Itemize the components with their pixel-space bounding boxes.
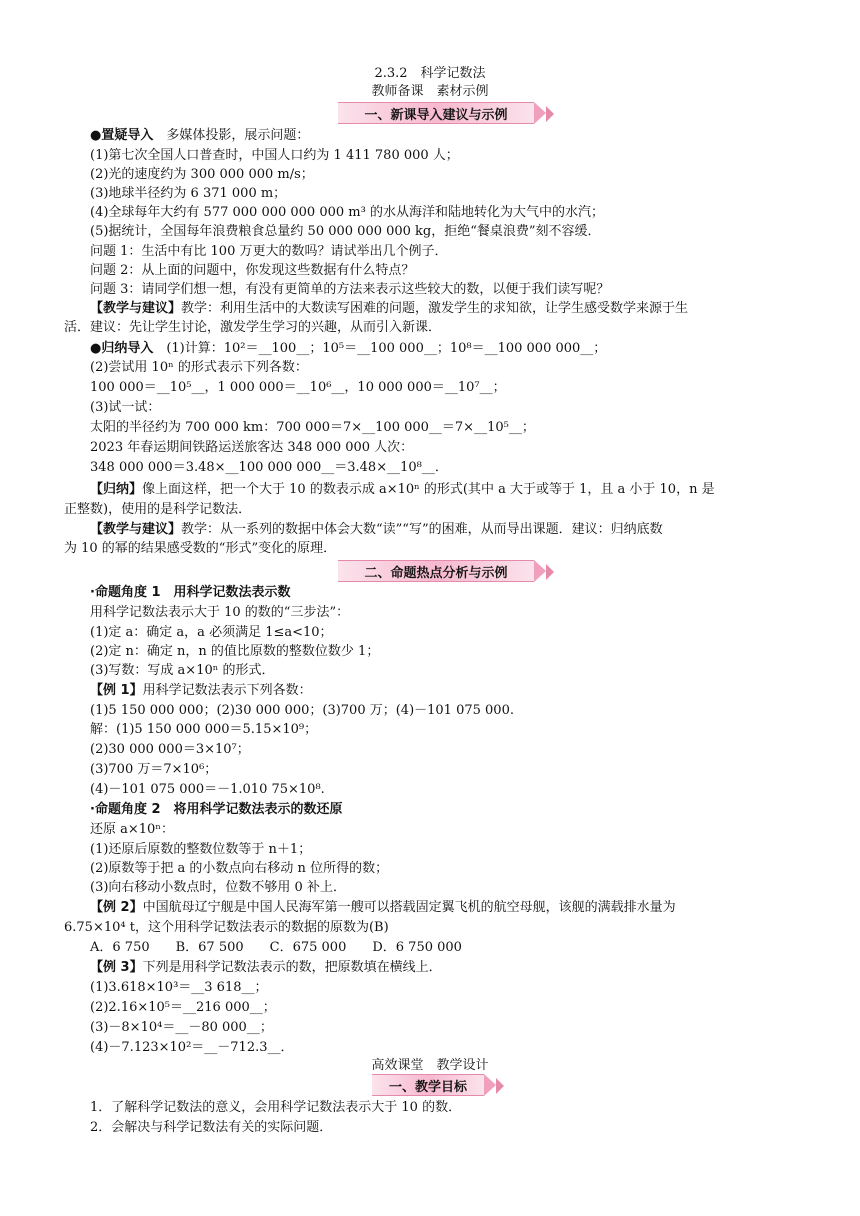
induct-lead: ●归纳导入 (1)计算：10²＝__100__；10⁵＝__100 000__；10⁸＝__100 000 000__；: [90, 341, 607, 356]
example-1-item: (4)－101 075 000＝－1.010 75×10⁸.: [90, 782, 325, 797]
induct-line: (3)试一试：: [90, 400, 161, 415]
induct-line: 100 000＝__10⁵__，1 000 000＝__10⁶__，10 000 000＝__10⁷__；: [90, 380, 506, 395]
example-2-question: 【例 2】中国航母辽宁舰是中国人民海军第一艘可以搭载固定翼飞机的航空母舰，该舰的满载排水量为: [90, 900, 676, 915]
angle-1-title: ·命题角度 1 用科学记数法表示数: [90, 585, 291, 600]
question-3: 问题 3：请同学们想一想，有没有更简单的方法来表示这些较大的数，以便于我们读写呢？: [90, 282, 610, 297]
summary: 【归纳】像上面这样，把一个大于 10 的数表示成 a×10ⁿ 的形式(其中 a 大于或等于 1，且 a 小于 10，n 是: [90, 482, 715, 497]
example-1-question: 【例 1】用科学记数法表示下列各数：: [90, 683, 312, 698]
doc-subtitle: 教师备课 素材示例: [371, 84, 489, 99]
intro-lead: ●置疑导入 多媒体投影，展示问题：: [90, 128, 310, 143]
example-2-question-cont: 6.75×10⁴ t，这个用科学记数法表示的数据的原数为(B): [64, 920, 389, 935]
example-3-item: (3)－8×10⁴＝__－80 000__；: [90, 1020, 273, 1035]
intro-item: (5)据统计，全国每年浪费粮食总量约 50 000 000 000 kg，拒绝“餐桌浪费”刻不容缓．: [90, 224, 601, 239]
angle-1-line: (1)定 a：确定 a，a 必须满足 1≤a<10；: [90, 625, 333, 640]
angle-2-title: ·命题角度 2 将用科学记数法表示的数还原: [90, 802, 343, 817]
section-banner-analysis: 二、命题热点分析与示例: [338, 560, 534, 582]
angle-1-line: (3)写数：写成 a×10ⁿ 的形式．: [90, 663, 275, 678]
advice-2-cont: 为 10 的幂的结果感受数的“形式”变化的原理．: [64, 541, 337, 556]
example-3-item: (1)3.618×10³＝__3 618__；: [90, 980, 268, 995]
angle-2-line: 还原 a×10ⁿ：: [90, 822, 174, 837]
goal-item: 2．会解决与科学记数法有关的实际问题．: [90, 1120, 333, 1135]
example-3-item: (2)2.16×10⁵＝__216 000__；: [90, 1000, 276, 1015]
example-2-options: A．6 750 B．67 500 C．675 000 D．6 750 000: [90, 940, 462, 955]
example-1-item: (2)30 000 000＝3×10⁷；: [90, 742, 250, 757]
induct-line: 太阳的半径约为 700 000 km：700 000＝7×__100 000__＝7×__10⁵__；: [90, 420, 535, 435]
example-3-item: (4)－7.123×10²＝__－712.3__．: [90, 1040, 294, 1055]
intro-item: (1)第七次全国人口普查时，中国人口约为 1 411 780 000 人；: [90, 148, 459, 163]
induct-line: 2023 年春运期间铁路运送旅客达 348 000 000 人次：: [90, 440, 414, 455]
design-heading: 高效课堂 教学设计: [371, 1058, 489, 1073]
angle-2-line: (3)向右移动小数点时，位数不够用 0 补上．: [90, 880, 346, 895]
intro-item: (4)全球每年大约有 577 000 000 000 000 m³ 的水从海洋和陆地转化为大气中的水汽；: [90, 205, 604, 220]
example-1-item: 解：(1)5 150 000 000＝5.15×10⁹；: [90, 722, 318, 737]
angle-2-line: (2)原数等于把 a 的小数点向右移动 n 位所得的数；: [90, 861, 389, 876]
question-2: 问题 2：从上面的问题中，你发现这些数据有什么特点？: [90, 263, 415, 278]
intro-item: (2)光的速度约为 300 000 000 m/s；: [90, 167, 314, 182]
advice-2: 【教学与建议】教学：从一系列的数据中体会大数“读”“写”的困难，从而导出课题．建议：归纳底数: [90, 522, 663, 537]
advice-1: 【教学与建议】教学：利用生活中的大数读写困难的问题，激发学生的求知欲，让学生感受数学来源于生: [90, 301, 689, 316]
section-banner-intro: 一、新课导入建议与示例: [338, 102, 534, 124]
summary-cont: 正整数)，使用的是科学记数法．: [64, 502, 252, 517]
example-3-question: 【例 3】下列是用科学记数法表示的数，把原数填在横线上．: [90, 960, 442, 975]
example-1-item: (3)700 万＝7×10⁶；: [90, 762, 218, 777]
doc-title: 2.3.2 科学记数法: [374, 66, 486, 81]
angle-1-line: 用科学记数法表示大于 10 的数的“三步法”：: [90, 605, 350, 620]
advice-1-cont: 活．建议：先让学生讨论，激发学生学习的兴趣，从而引入新课．: [64, 320, 442, 335]
goal-item: 1．了解科学记数法的意义，会用科学记数法表示大于 10 的数．: [90, 1100, 462, 1115]
induct-line: (2)尝试用 10ⁿ 的形式表示下列各数：: [90, 360, 308, 375]
angle-1-line: (2)定 n：确定 n，n 的值比原数的整数位数少 1；: [90, 644, 380, 659]
induct-line: 348 000 000＝3.48×__100 000 000__＝3.48×__10⁸__．: [90, 460, 448, 475]
angle-2-line: (1)还原后原数的整数位数等于 n＋1；: [90, 842, 312, 857]
intro-item: (3)地球半径约为 6 371 000 m；: [90, 186, 287, 201]
question-1: 问题 1：生活中有比 100 万更大的数吗？请试举出几个例子．: [90, 244, 448, 259]
section-banner-goals: 一、教学目标: [372, 1074, 484, 1096]
example-1-item: (1)5 150 000 000；(2)30 000 000；(3)700 万；(4)－101 075 000.: [90, 703, 514, 718]
